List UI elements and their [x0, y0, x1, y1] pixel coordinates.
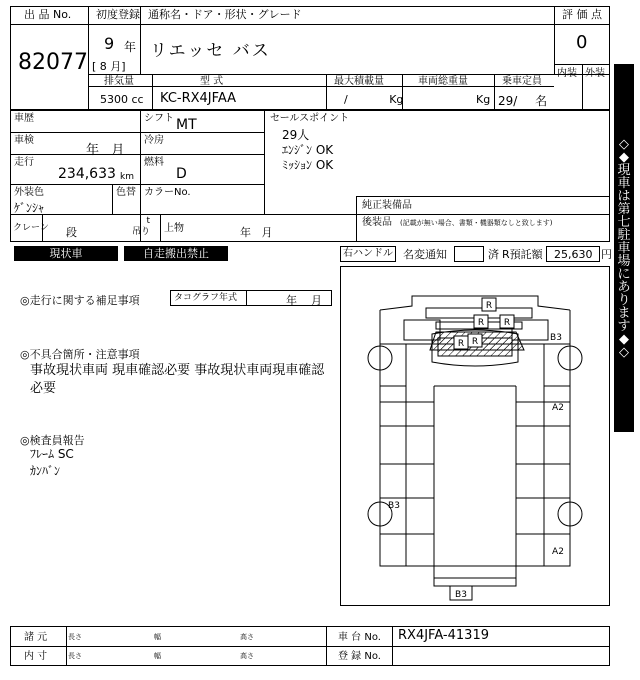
yen-label: 円 [601, 248, 612, 261]
tacho-label: タコグラフ年式 [174, 293, 238, 303]
sales-point-line: ﾐｯｼｮﾝ OK [282, 158, 334, 172]
aftermarket-label: 後装品 [362, 217, 392, 228]
inspection-label: 車検 [14, 135, 34, 146]
current-state-badge: 現状車 [14, 246, 118, 261]
max-load-label: 最大積載量 [334, 76, 384, 87]
fuel-value: D [176, 166, 187, 182]
damage-mark: R [457, 339, 465, 349]
damage-mark: A2 [552, 403, 564, 413]
ext-color-label: 外装色 [14, 187, 44, 198]
damage-mark: B3 [455, 590, 467, 600]
shift-label: シフト [144, 113, 174, 124]
type-value: KC-RX4JFAA [160, 91, 237, 106]
capacity-label: 乗車定員 [502, 76, 542, 87]
sales-point-line: ｴﾝｼﾞﾝ OK [282, 143, 334, 157]
mileage-label: 走行 [14, 157, 34, 168]
defects-title: ◎不具合箇所・注意事項 [20, 348, 140, 361]
gross-weight-label: 車両総重量 [418, 76, 468, 87]
height-label: 高さ [240, 633, 254, 641]
max-load-value: / Kg [344, 93, 404, 106]
inspector-notes [30, 446, 74, 480]
mileage-value: 234,633 [58, 166, 116, 182]
aftermarket-note: (記載が無い場合、書類・機器類なしと致します) [400, 219, 553, 227]
reg-year: 9 [104, 34, 115, 53]
recycle-prefix: 済 [488, 248, 499, 261]
steering-box: 右ハンドル [340, 246, 396, 262]
sales-points-list [282, 128, 333, 173]
lift-label: t 吊り [132, 216, 151, 237]
inspector-title: ◎検査員報告 [20, 434, 85, 447]
reg-label: 初度登録 [96, 8, 140, 21]
damage-mark: B3 [388, 501, 400, 511]
lot-no-label: 出 品 No. [24, 8, 72, 21]
reg-month: [ 8 月] [92, 60, 126, 73]
inspector-note-line: ｶﾝﾊﾞﾝ [30, 464, 61, 478]
genuine-equipment-label: 純正装備品 [362, 200, 412, 211]
ext-color-value: ｹﾞﾝｼｬ [14, 201, 45, 215]
history-label: 車歴 [14, 113, 34, 124]
model-name-label: 通称名・ドア・形状・グレード [148, 8, 302, 21]
recycle-amount: 25,630 [554, 248, 593, 261]
crane-value: 段 [66, 226, 77, 239]
reg-year-unit: 年 [124, 40, 137, 54]
crane-label: クレーン [13, 223, 49, 233]
inspector-note-line: ﾌﾚｰﾑ SC [30, 447, 74, 461]
model-name: リエッセ バス [150, 41, 271, 61]
lot-number: 82077 [18, 50, 88, 75]
parking-notice-banner: ◇◆現車は第七駐車場にあります◆◇ [614, 64, 634, 432]
width-label: 幅 [154, 652, 161, 660]
fuel-label: 燃料 [144, 157, 164, 168]
recycle-label: R預託額 [502, 248, 543, 261]
reg-no-label: 登 録 No. [338, 651, 381, 662]
exterior-label: 外装 [585, 68, 605, 79]
dims-label: 諸 元 [24, 632, 48, 643]
defects-text: 事故現状車両 現車確認必要 事故現状車両現車確認必要 [30, 363, 325, 396]
type-label: 型 式 [200, 76, 224, 87]
ac-label: 冷房 [144, 135, 164, 146]
color-change-label: 色替 [116, 187, 136, 198]
tacho-value: 年 月 [286, 294, 322, 307]
length-label: 長さ [68, 652, 82, 660]
damage-mark: R [485, 301, 493, 311]
shift-value: MT [176, 117, 197, 133]
damage-mark: R [503, 318, 511, 328]
chassis-no-value: RX4JFA-41319 [398, 628, 489, 643]
supplement-title: ◎走行に関する補足事項 [20, 294, 140, 307]
sales-point-line: 29人 [282, 128, 310, 142]
damage-mark: B3 [550, 333, 562, 343]
interior-label: 内装 [557, 68, 577, 79]
interior-dims-label: 内 寸 [24, 651, 48, 662]
loading-value: 年 月 [240, 226, 273, 239]
sales-points-label: セールスポイント [270, 113, 350, 124]
mileage-unit: km [120, 172, 134, 182]
color-code-label: カラーNo. [144, 187, 191, 198]
width-label: 幅 [154, 633, 161, 641]
bus-damage-diagram [340, 266, 610, 606]
name-change-label: 名変通知 [403, 248, 447, 261]
name-change-box [454, 246, 484, 262]
chassis-no-label: 車 台 No. [338, 632, 381, 643]
gross-weight-value: Kg [476, 93, 491, 106]
height-label: 高さ [240, 652, 254, 660]
score-value: 0 [576, 32, 588, 53]
displacement-value: 5300 cc [100, 93, 144, 106]
length-label: 長さ [68, 633, 82, 641]
score-label: 評 価 点 [562, 8, 602, 21]
inspection-value: 年 月 [86, 143, 125, 158]
damage-mark: A2 [552, 547, 564, 557]
loading-label: 上物 [164, 223, 184, 234]
damage-mark: R [471, 337, 479, 347]
capacity-value: 29/ 名 [498, 94, 548, 108]
no-self-drive-badge: 自走搬出禁止 [124, 246, 228, 261]
displacement-label: 排気量 [104, 76, 134, 87]
damage-mark: R [477, 318, 485, 328]
